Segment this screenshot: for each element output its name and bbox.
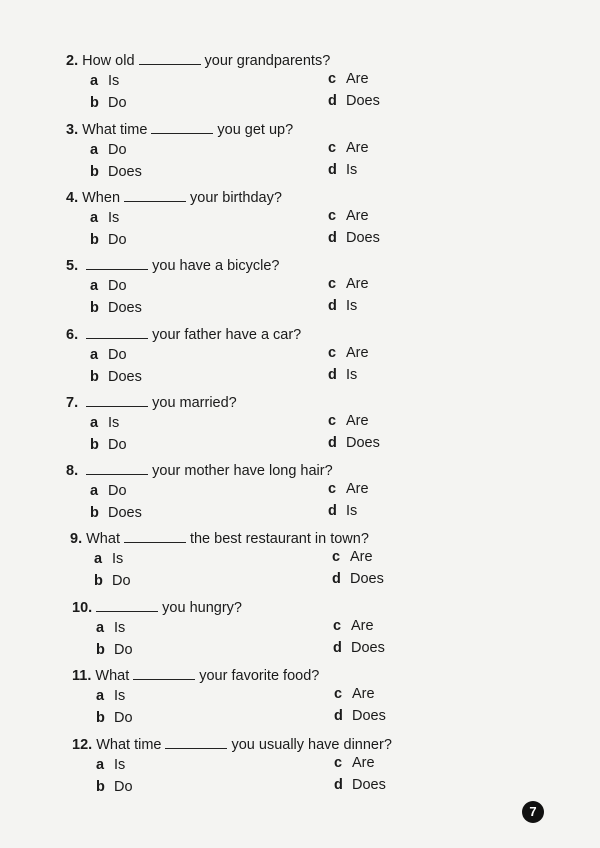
question-item xyxy=(0,667,600,731)
option-b: b Does xyxy=(90,369,142,385)
question-item xyxy=(0,121,600,185)
option-c: c Are xyxy=(328,413,369,429)
answer-blank xyxy=(124,189,186,202)
option-c: c Are xyxy=(328,345,369,361)
answer-blank xyxy=(133,667,195,680)
option-b: b Do xyxy=(96,710,133,726)
question-item xyxy=(0,530,600,594)
question-stem: 4. When your birthday? xyxy=(66,190,282,206)
option-b: b Do xyxy=(96,779,133,795)
question-stem: 6. your father have a car? xyxy=(66,327,302,343)
option-a: a Is xyxy=(96,688,126,704)
question-item xyxy=(0,257,600,321)
option-c: c Are xyxy=(332,549,373,565)
option-c: c Are xyxy=(334,686,375,702)
answer-blank xyxy=(86,257,148,270)
page-number: 7 xyxy=(522,801,544,823)
option-b: b Do xyxy=(90,95,127,111)
answer-blank xyxy=(86,462,148,475)
option-c: c Are xyxy=(328,71,369,87)
question-stem: 5. you have a bicycle? xyxy=(66,258,280,274)
option-b: b Do xyxy=(94,573,131,589)
option-c: c Are xyxy=(328,208,369,224)
option-b: b Do xyxy=(90,232,127,248)
question-item xyxy=(0,189,600,253)
option-d: d Does xyxy=(328,435,380,451)
question-stem: 2. How old your grandparents? xyxy=(66,53,331,69)
answer-blank xyxy=(151,121,213,134)
option-a: a Is xyxy=(96,620,126,636)
option-c: c Are xyxy=(328,140,369,156)
option-a: a Do xyxy=(90,142,127,158)
question-item xyxy=(0,52,600,116)
option-d: d Does xyxy=(328,93,380,109)
question-stem: 7. you married? xyxy=(66,395,237,411)
option-d: d Is xyxy=(328,298,358,314)
option-a: a Do xyxy=(90,347,127,363)
option-a: a Do xyxy=(90,483,127,499)
option-a: a Is xyxy=(90,210,120,226)
question-item xyxy=(0,599,600,663)
option-d: d Does xyxy=(333,640,385,656)
option-d: d Does xyxy=(332,571,384,587)
answer-blank xyxy=(86,394,148,407)
question-stem: 3. What time you get up? xyxy=(66,122,294,138)
answer-blank xyxy=(139,52,201,65)
option-d: d Does xyxy=(334,777,386,793)
question-stem: 11. What your favorite food? xyxy=(72,668,320,684)
option-c: c Are xyxy=(333,618,374,634)
option-a: a Is xyxy=(96,757,126,773)
question-item xyxy=(0,394,600,458)
question-stem: 9. What the best restaurant in town? xyxy=(70,531,369,547)
option-c: c Are xyxy=(334,755,375,771)
option-a: a Is xyxy=(90,73,120,89)
option-b: b Do xyxy=(90,437,127,453)
option-a: a Is xyxy=(90,415,120,431)
option-d: d Does xyxy=(334,708,386,724)
question-item xyxy=(0,462,600,526)
option-d: d Is xyxy=(328,367,358,383)
option-c: c Are xyxy=(328,276,369,292)
answer-blank xyxy=(124,530,186,543)
answer-blank xyxy=(165,736,227,749)
question-stem: 8. your mother have long hair? xyxy=(66,463,333,479)
option-a: a Is xyxy=(94,551,124,567)
option-b: b Do xyxy=(96,642,133,658)
answer-blank xyxy=(96,599,158,612)
option-b: b Does xyxy=(90,300,142,316)
option-b: b Does xyxy=(90,505,142,521)
option-d: d Is xyxy=(328,162,358,178)
option-d: d Does xyxy=(328,230,380,246)
option-a: a Do xyxy=(90,278,127,294)
option-b: b Does xyxy=(90,164,142,180)
option-d: d Is xyxy=(328,503,358,519)
question-stem: 12. What time you usually have dinner? xyxy=(72,737,392,753)
option-c: c Are xyxy=(328,481,369,497)
question-item xyxy=(0,736,600,800)
question-stem: 10. you hungry? xyxy=(72,600,242,616)
question-item xyxy=(0,326,600,390)
answer-blank xyxy=(86,326,148,339)
